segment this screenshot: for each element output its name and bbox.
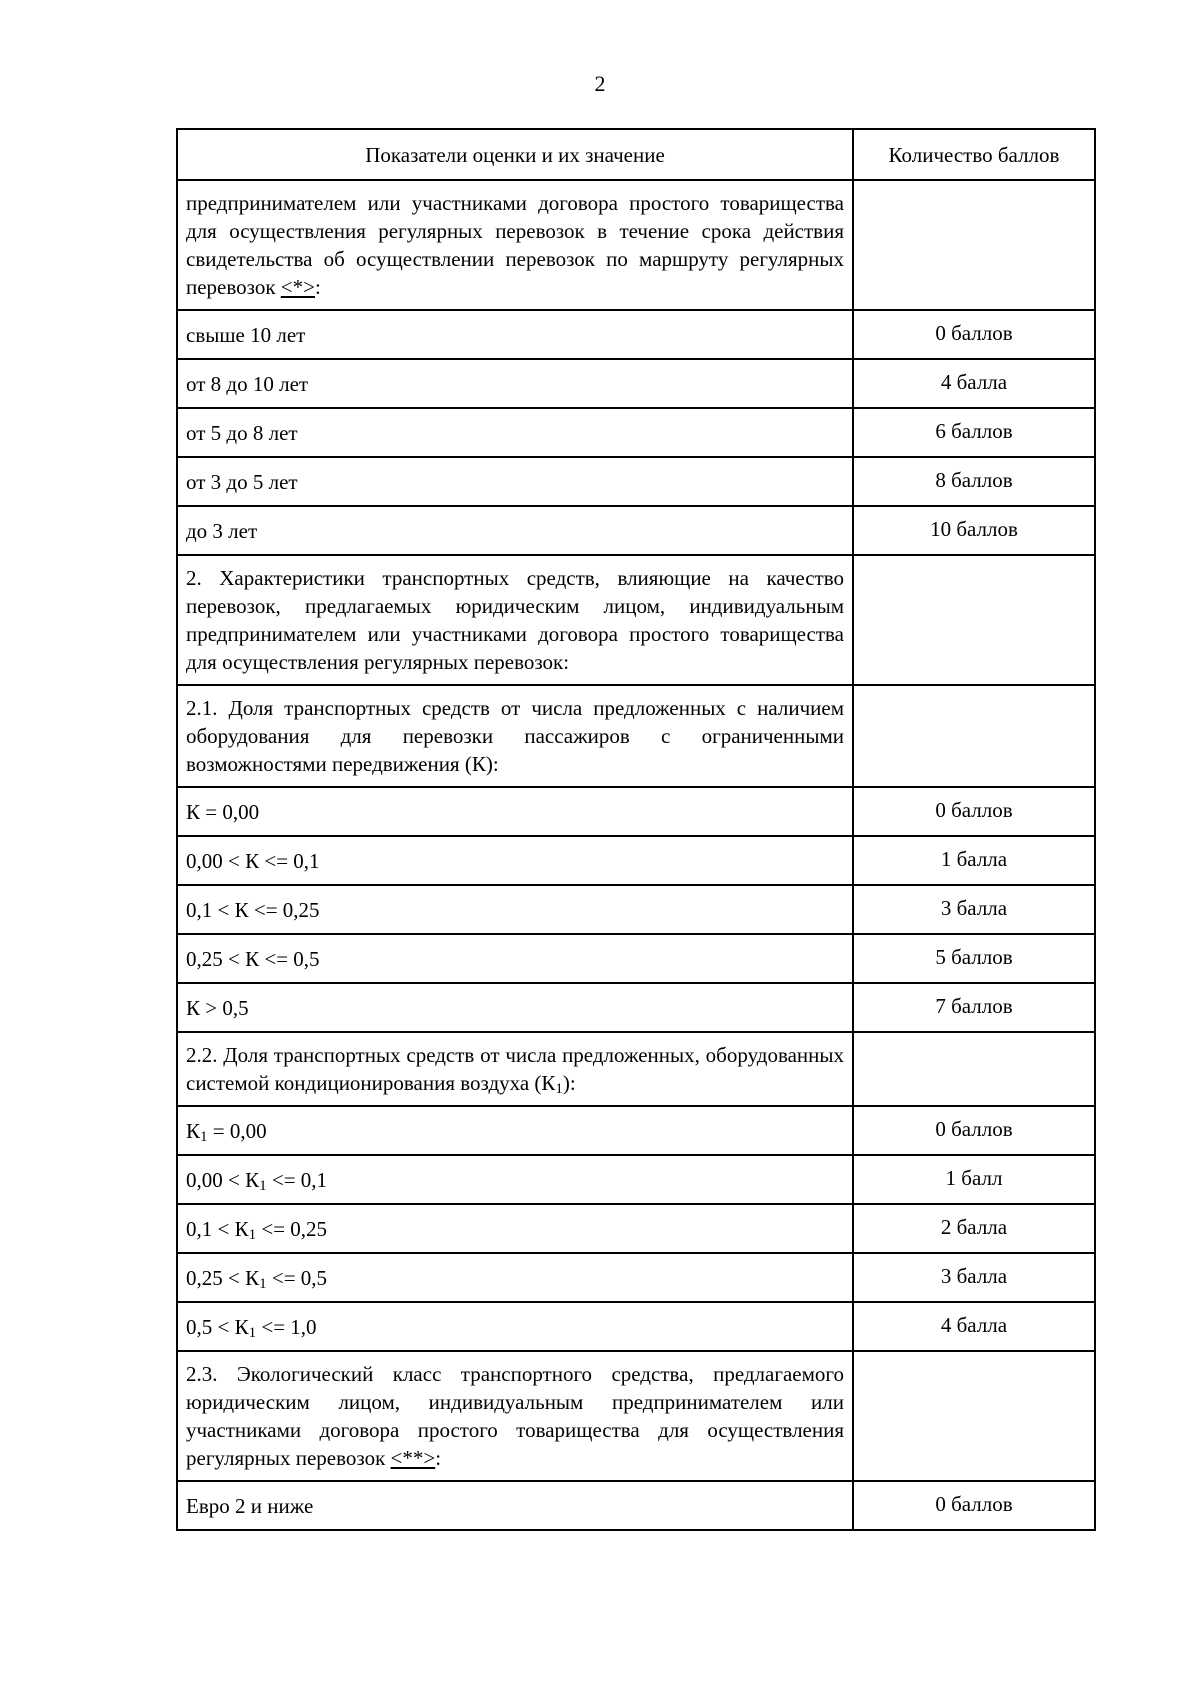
table-row — [177, 685, 1095, 787]
scoring-table — [176, 128, 1096, 1531]
points-cell-empty — [853, 555, 1095, 685]
table-row — [177, 983, 1095, 1032]
points-cell-empty — [853, 1351, 1095, 1481]
points-cell: 5 баллов — [853, 934, 1095, 983]
points-cell: 3 балла — [853, 1253, 1095, 1302]
subscript: 1 — [248, 1226, 257, 1243]
page-number: 2 — [594, 71, 606, 96]
table-row — [177, 934, 1095, 983]
table-row — [177, 457, 1095, 506]
value-post: = 0,00 — [207, 1118, 267, 1143]
points-cell-empty — [853, 685, 1095, 787]
value-post: <= 0,25 — [256, 1216, 328, 1241]
points-cell: 7 баллов — [853, 983, 1095, 1032]
table-body — [177, 180, 1095, 1530]
points-cell: 4 балла — [853, 1302, 1095, 1351]
value-pre: К — [186, 1118, 201, 1143]
table-row — [177, 555, 1095, 685]
indicator-cell: 0,1 < К <= 0,25 — [177, 885, 853, 934]
subscript: 1 — [259, 1275, 267, 1292]
table-row — [177, 1253, 1095, 1302]
value-pre: 0,00 < К — [186, 1167, 260, 1192]
indicator-text: 2.3. Экологический класс транспортного средства, предлагаемого юридическим лицом, индивидуальным предпринимателем или участниками договора простого товарищества для осуществления регулярных перевозок — [186, 1362, 844, 1470]
subscript: 1 — [555, 1081, 563, 1097]
indicator-cell: до 3 лет — [177, 506, 853, 555]
header-indicator: Показатели оценки и их значение — [177, 129, 853, 180]
indicator-cell — [177, 1155, 853, 1204]
indicator-cell: К = 0,00 — [177, 787, 853, 836]
table-row — [177, 506, 1095, 555]
points-cell-empty — [853, 180, 1095, 310]
indicator-cell: 0,25 < К <= 0,5 — [177, 934, 853, 983]
indicator-tail: : — [314, 275, 321, 299]
points-cell-empty — [853, 1032, 1095, 1106]
points-cell: 8 баллов — [853, 457, 1095, 506]
indicator-cell — [177, 1302, 853, 1351]
value-pre: 0,1 < К — [186, 1216, 249, 1241]
value-pre: 0,5 < К — [186, 1314, 249, 1339]
points-cell: 1 балл — [853, 1155, 1095, 1204]
subscript: 1 — [200, 1128, 208, 1145]
indicator-tail: ): — [562, 1071, 576, 1095]
table-row — [177, 1351, 1095, 1481]
indicator-text: предпринимателем или участниками договора простого товарищества для осуществления регулярных перевозок в течение срока действия свидетельства об осуществлении перевозок по маршруту регулярных перевозок — [186, 191, 844, 299]
indicator-cell: от 8 до 10 лет — [177, 359, 853, 408]
indicator-cell — [177, 180, 853, 310]
indicator-cell: свыше 10 лет — [177, 310, 853, 359]
points-cell: 0 баллов — [853, 1481, 1095, 1530]
indicator-cell: Евро 2 и ниже — [177, 1481, 853, 1530]
footnote-link[interactable]: <*> — [280, 275, 315, 299]
table-row — [177, 1481, 1095, 1530]
table-row — [177, 408, 1095, 457]
points-cell: 6 баллов — [853, 408, 1095, 457]
table-row — [177, 180, 1095, 310]
indicator-cell: 0,00 < К <= 0,1 — [177, 836, 853, 885]
table-row — [177, 1106, 1095, 1155]
table-row — [177, 1155, 1095, 1204]
indicator-tail: : — [435, 1446, 442, 1470]
table-row — [177, 1032, 1095, 1106]
points-cell: 1 балла — [853, 836, 1095, 885]
points-cell: 2 балла — [853, 1204, 1095, 1253]
table-row — [177, 787, 1095, 836]
value-post: <= 0,1 — [266, 1167, 328, 1192]
value-post: <= 0,5 — [266, 1265, 328, 1290]
indicator-cell — [177, 1351, 853, 1481]
indicator-cell: 2. Характеристики транспортных средств, влияющие на качество перевозок, предлагаемых юридическим лицом, индивидуальным предпринимателем или участниками договора простого товарищества для осуществления регулярных перевозок: — [177, 555, 853, 685]
table-row — [177, 1302, 1095, 1351]
points-cell: 10 баллов — [853, 506, 1095, 555]
indicator-cell — [177, 1032, 853, 1106]
indicator-text: 2.2. Доля транспортных средств от числа предложенных, оборудованных системой кондиционирования воздуха (К — [186, 1043, 844, 1095]
footnote-link[interactable]: <**> — [390, 1446, 436, 1470]
indicator-cell: К > 0,5 — [177, 983, 853, 1032]
table-row — [177, 885, 1095, 934]
indicator-cell: от 5 до 8 лет — [177, 408, 853, 457]
indicator-cell — [177, 1253, 853, 1302]
subscript: 1 — [248, 1324, 257, 1341]
header-points: Количество баллов — [853, 129, 1095, 180]
points-cell: 0 баллов — [853, 787, 1095, 836]
indicator-cell: от 3 до 5 лет — [177, 457, 853, 506]
points-cell: 4 балла — [853, 359, 1095, 408]
table-header-row — [177, 129, 1095, 180]
points-cell: 0 баллов — [853, 310, 1095, 359]
table-row — [177, 1204, 1095, 1253]
value-post: <= 1,0 — [256, 1314, 317, 1339]
table-row — [177, 836, 1095, 885]
indicator-cell — [177, 1204, 853, 1253]
points-cell: 0 баллов — [853, 1106, 1095, 1155]
table-row — [177, 310, 1095, 359]
value-pre: 0,25 < К — [186, 1265, 260, 1290]
table-row — [177, 359, 1095, 408]
indicator-cell — [177, 1106, 853, 1155]
subscript: 1 — [259, 1177, 267, 1194]
points-cell: 3 балла — [853, 885, 1095, 934]
indicator-cell: 2.1. Доля транспортных средств от числа предложенных с наличием оборудования для перевозки пассажиров с ограниченными возможностями передвижения (К): — [177, 685, 853, 787]
